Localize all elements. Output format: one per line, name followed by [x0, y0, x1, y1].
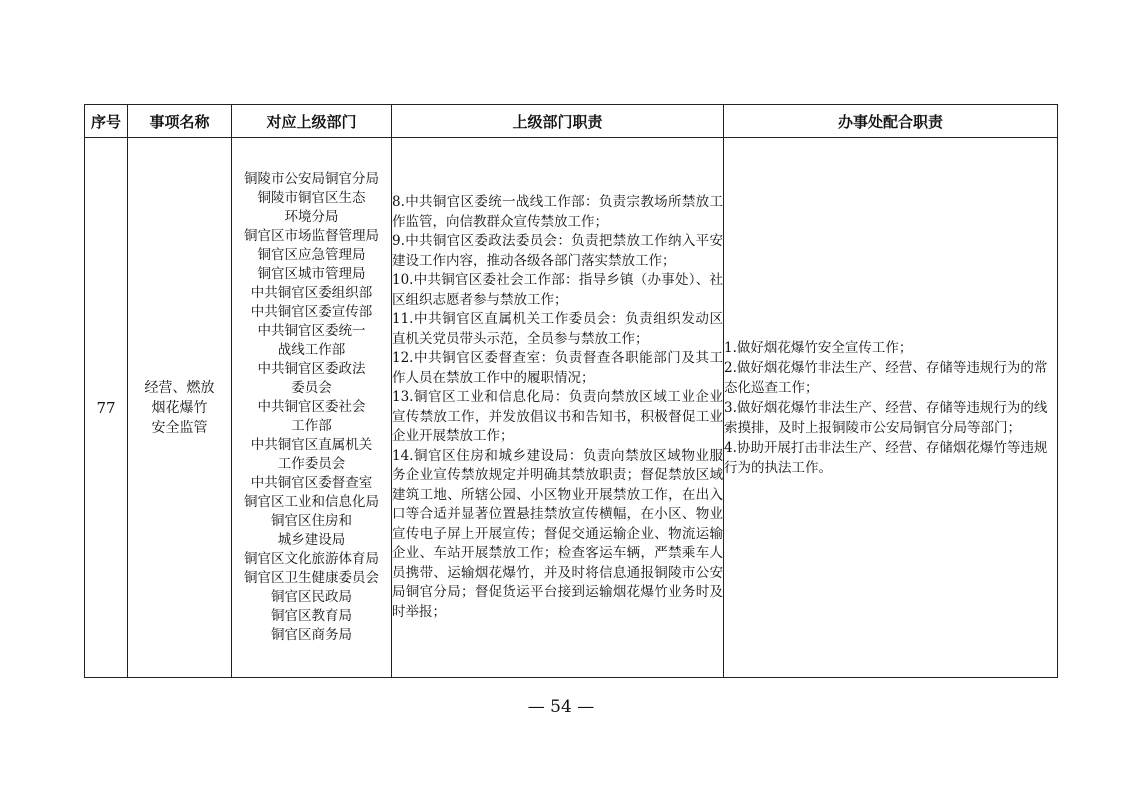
cooperation-item: 4.协助开展打击非法生产、经营、存储烟花爆竹等违规行为的执法工作。: [724, 439, 1048, 476]
department-line: 铜官区民政局: [271, 589, 352, 605]
department-line: 中共铜官区委政法: [257, 361, 366, 377]
department-line: 铜官区卫生健康委员会: [244, 570, 379, 586]
department-line: 工作委员会: [277, 456, 346, 472]
department-line: 铜官区应急管理局: [257, 247, 366, 263]
department-line: 城乡建设局: [277, 532, 346, 548]
department-line: 战线工作部: [277, 342, 346, 358]
header-item-name: 事项名称: [128, 105, 232, 138]
header-superior-duties: 上级部门职责: [392, 105, 724, 138]
cooperation-item: 1.做好烟花爆竹安全宣传工作；: [724, 339, 913, 356]
duty-item: 9.中共铜官区委政法委员会：负责把禁放工作纳入平安建设工作内容，推动各级各部门落实禁放工作；: [392, 233, 723, 269]
cell-item-name: [128, 138, 232, 678]
department-line: 中共铜官区委督查室: [250, 475, 373, 491]
department-line: 中共铜官区直属机关: [250, 437, 373, 453]
department-line: 铜陵市公安局铜官分局: [244, 171, 379, 187]
department-line: 铜陵市铜官区生态: [257, 190, 366, 206]
cell-departments: [232, 138, 392, 678]
duty-item: 8.中共铜官区委统一战线工作部：负责宗教场所禁放工作监管，向信教群众宣传禁放工作；: [392, 194, 723, 230]
department-line: 中共铜官区委组织部: [250, 285, 373, 301]
duty-item: 10.中共铜官区委社会工作部：指导乡镇（办事处）、社区组织志愿者参与禁放工作；: [392, 272, 723, 308]
duty-item: 12.中共铜官区委督查室：负责督查各职能部门及其工作人员在禁放工作中的履职情况；: [392, 350, 723, 386]
item-name-line: 烟花爆竹: [151, 399, 208, 416]
duty-item: 14.铜官区住房和城乡建设局：负责向禁放区域物业服务企业宣传禁放规定并明确其禁放职责；督促禁放区域建筑工地、所辖公园、小区物业开展禁放工作，在出入口等合适并显著位置悬挂禁放宣传横幅，在小区、物业宣传电子屏上开展宣传；督促交通运输企业、物流运输企业、车站开展禁放工作；检查客运车辆，严禁乘车人员携带、运输烟花爆竹，并及时将信息通报铜陵市公安局铜官分局；督促货运平台接到运输烟花爆竹业务时及时举报；: [392, 447, 723, 620]
department-line: 中共铜官区委宣传部: [250, 304, 373, 320]
department-line: 铜官区住房和: [271, 513, 352, 529]
department-line: 铜官区城市管理局: [257, 266, 366, 282]
cell-office-cooperation: [724, 138, 1058, 678]
duty-item: 11.中共铜官区直属机关工作委员会：负责组织发动区直机关党员带头示范，全员参与禁放工作；: [392, 311, 723, 347]
header-office-cooperation: 办事处配合职责: [724, 105, 1058, 138]
duty-item: 13.铜官区工业和信息化局：负责向禁放区域工业企业宣传禁放工作，并发放倡议书和告知书，积极督促工业企业开展禁放工作；: [392, 389, 723, 444]
department-line: 中共铜官区委社会: [257, 399, 366, 415]
item-name-line: 安全监管: [151, 419, 208, 436]
cell-seq: 77: [85, 138, 128, 678]
department-line: 工作部: [291, 418, 332, 434]
department-line: 铜官区市场监督管理局: [244, 228, 379, 244]
department-line: 铜官区商务局: [271, 627, 352, 643]
cell-superior-duties: [392, 138, 724, 678]
department-line: 铜官区工业和信息化局: [244, 494, 379, 510]
department-line: 委员会: [291, 380, 332, 396]
cooperation-item: 2.做好烟花爆竹非法生产、经营、存储等违规行为的常态化巡查工作；: [724, 359, 1048, 396]
page-number: — 54 —: [527, 697, 595, 717]
item-name-line: 经营、燃放: [144, 379, 215, 396]
responsibility-table: [84, 104, 1058, 678]
department-line: 环境分局: [284, 209, 339, 225]
department-line: 铜官区教育局: [271, 608, 352, 624]
table-header-row: [85, 105, 1058, 138]
department-line: 铜官区文化旅游体育局: [244, 551, 379, 567]
department-line: 中共铜官区委统一: [257, 323, 366, 339]
cooperation-item: 3.做好烟花爆竹非法生产、经营、存储等违规行为的线索摸排，及时上报铜陵市公安局铜官分局等部门；: [724, 399, 1048, 436]
table-row: [85, 138, 1058, 678]
header-superior-department: 对应上级部门: [232, 105, 392, 138]
header-seq: 序号: [85, 105, 128, 138]
